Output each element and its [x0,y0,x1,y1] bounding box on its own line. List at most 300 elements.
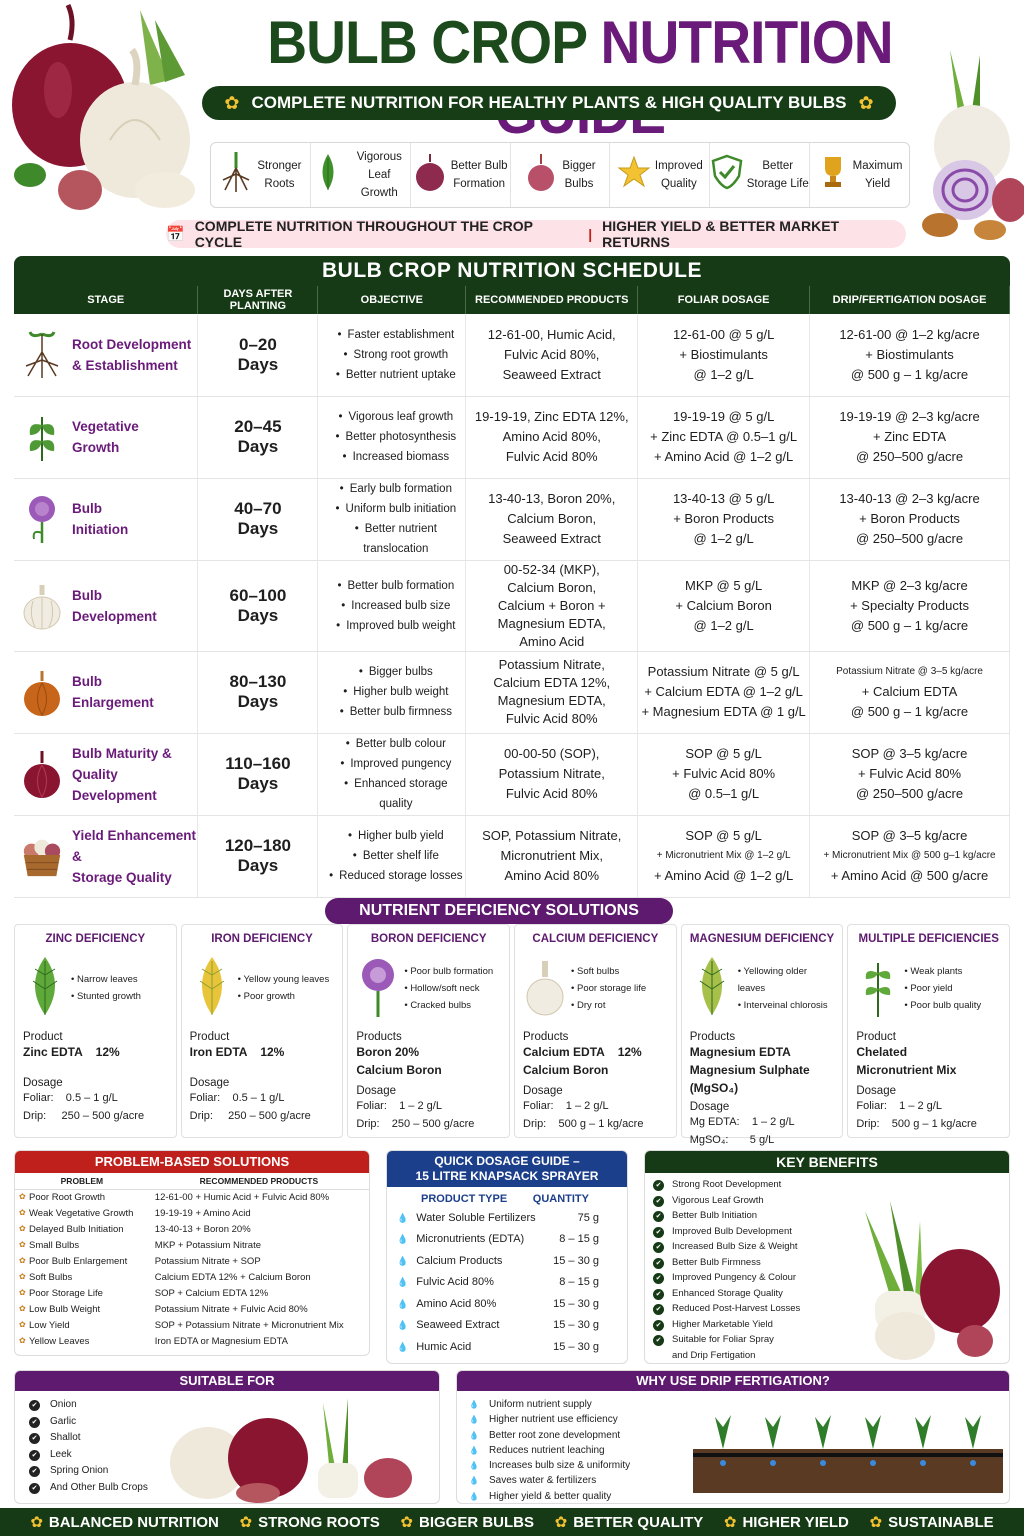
flower-icon: ✿ [224,92,240,113]
deficiency-heading: ZINC DEFICIENCY [45,933,146,945]
product-type-header: PRODUCT TYPE [421,1193,508,1205]
problem-row [15,1317,369,1333]
objective-cell [318,560,466,651]
symptom-item: • Dry rot [571,997,646,1014]
objective-item: • Better photosynthesis [326,427,465,447]
objective-item: • Increased bulb size [326,596,465,616]
problem-products: Calcium EDTA 12% + Calcium Boron [154,1271,311,1283]
quick-product: 💧 Water Soluble Fertilizers [397,1212,536,1224]
onion-icon [413,152,447,198]
footer-text: BIGGER BULBS [419,1514,535,1531]
products-line: Magnesium EDTA, [497,615,606,631]
days-line: 80–130 [229,672,287,691]
problem-row [15,1221,369,1237]
suitable-item: ✔ Spring Onion [29,1463,439,1480]
drip-item: 💧 Better root zone development [469,1428,1009,1443]
roots-icon [219,150,253,200]
deficiency-heading: IRON DEFICIENCY [211,933,313,945]
drip-cell [810,478,1010,560]
nutrition-schedule-table [14,286,1010,898]
objective-item: • Better nutrient translocation [326,519,465,559]
days-cell [198,478,318,560]
drip-line: @ 250–500 g/acre [855,786,964,801]
foliar-line: @ 1–2 g/L [693,617,754,633]
schedule-header-4: FOLIAR DOSAGE [638,286,810,314]
quick-columns [387,1187,627,1207]
benefit-line1: Bigger [562,160,596,172]
objective-item: • Uniform bulb initiation [326,499,465,519]
product-label: Products [689,1031,736,1043]
benefit-line1: Better [762,160,794,172]
stage-name [72,585,157,627]
quick-quantity: 15 – 30 g [553,1254,599,1267]
symptom-item: • Poor growth [238,988,330,1005]
problem-name: ✿ Poor Bulb Enlargement [15,1253,149,1269]
quick-product: 💧 Amino Acid 80% [397,1298,496,1310]
stage [14,825,197,888]
schedule-row [14,314,1010,396]
dosage-value: Drip: 500 g – 1 kg/acre [523,1118,644,1130]
benefit-label [853,157,903,193]
product-label: Products [356,1031,402,1043]
objective-item: • Bigger bulbs [326,662,465,682]
dosage-label: Dosage [356,1085,396,1097]
symptoms [856,951,1001,1025]
benefit-label [257,157,301,193]
quick-product: 💧 Calcium Products [397,1255,502,1267]
days-cell [198,396,318,478]
product-value: Magnesium EDTA [689,1045,791,1059]
schedule-row [14,396,1010,478]
crops-illustration [163,1393,433,1503]
days-cell [198,560,318,651]
root-seedling-icon [20,330,64,380]
foliar-line: SOP @ 5 g/L [685,746,762,761]
stage-line: Development [72,608,157,624]
foliar-cell [638,396,810,478]
stage [14,743,197,806]
symptom-item: • Yellow young leaves [238,971,330,988]
product-value: Calcium Boron [356,1063,442,1077]
schedule-header-2: OBJECTIVE [318,286,466,314]
objective-item: • Better bulb colour [326,734,465,754]
problem-row [15,1189,369,1205]
key-benefit-item: ✔ Reduced Post-Harvest Losses [653,1301,1009,1317]
products-line: Calcium + Boron + [497,597,606,613]
dosage-value: Foliar: 1 – 2 g/L [856,1100,942,1112]
footer-bar [0,1508,1024,1536]
symptom-item: • Interveinal chlorosis [738,997,835,1014]
days-line: 60–100 [229,585,287,605]
objective-item: • Vigorous leaf growth [326,407,465,427]
foliar-line: + Calcium EDTA @ 1–2 g/L [644,684,803,699]
stage-name [72,498,128,540]
key-benefit-item: ✔ Suitable for Foliar Spray [653,1332,1009,1348]
quick-product: 💧 Fulvic Acid 80% [397,1276,494,1288]
flower-icon: ✿ [858,92,874,113]
drip-item: 💧 Reduces nutrient leaching [469,1443,1009,1458]
symptom-item: • Cracked bulbs [404,997,493,1014]
symptoms [523,951,668,1025]
objective-item: • Enhanced storage quality [326,774,465,814]
dosage-value: Foliar: 0.5 – 1 g/L [23,1092,118,1104]
market-returns-text: HIGHER YIELD & BETTER MARKET RETURNS [602,218,840,250]
flower-icon: ✿ [723,1514,737,1531]
problem-name: ✿ Weak Vegetative Growth [15,1205,149,1221]
quick-quantity: 15 – 30 g [553,1319,599,1332]
products-line: Calcium Boron, [507,579,597,595]
problem-row [15,1205,369,1221]
days-line: 40–70 [234,499,282,518]
product-value: (MgSO₄) [689,1081,739,1095]
stage [14,581,197,631]
stage-line: Root Development [72,336,192,352]
suitable-title: SUITABLE FOR [15,1371,439,1391]
deficiency-heading: CALCIUM DEFICIENCY [532,933,659,945]
product-label: Product [856,1031,896,1043]
quick-quantity: 15 – 30 g [553,1340,599,1353]
subtitle-text: COMPLETE NUTRITION FOR HEALTHY PLANTS & HIGH QUALITY BULBS [251,93,847,112]
days-line: Days [237,437,279,456]
products-header: RECOMMENDED PRODUCTS [149,1173,369,1189]
key-benefit-item: ✔ Improved Pungency & Colour [653,1270,1009,1286]
days-line: 110–160 [225,754,291,773]
products-line: Seaweed Extract [502,366,601,382]
drip-line: + Specialty Products [850,597,969,613]
symptom-item: • Poor bulb quality [904,997,981,1014]
days-line: 20–45 [234,417,282,436]
objective-cell [318,396,466,478]
foliar-line: + Calcium Boron [675,597,772,613]
drip-line: @ 250–500 g/acre [855,531,964,546]
quick-product: 💧 Seaweed Extract [397,1319,499,1331]
flower-icon: ✿ [400,1514,413,1531]
foliar-line: 13-40-13 @ 5 g/L [672,491,775,506]
problem-row [15,1333,369,1349]
problem-products: Potassium Nitrate + SOP [154,1255,261,1267]
products-line: Fulvic Acid 80% [505,786,598,801]
drip-line: Potassium Nitrate @ 3–5 kg/acre [836,666,983,677]
calcium-garlic-icon [523,955,567,1022]
objective-item: • Strong root growth [326,345,465,365]
stage-cell [14,396,198,478]
problem-products: Potassium Nitrate + Fulvic Acid 80% [154,1303,308,1315]
problem-products: Iron EDTA or Magnesium EDTA [154,1335,289,1347]
product-value: Zinc EDTA 12% [23,1045,120,1059]
objective-item: • Increased biomass [326,447,465,467]
quick-row [387,1272,627,1294]
products-line: Fulvic Acid 80% [505,449,598,464]
days-cell [198,314,318,396]
benefit-line2: Quality [660,178,697,190]
symptom-item: • Poor yield [904,980,981,997]
drip-line: 13-40-13 @ 2–3 kg/acre [839,491,980,506]
symptom-item: • Poor storage life [571,980,646,997]
quick-row [387,1293,627,1315]
objective-cell [318,733,466,815]
magnesium-leaf-icon [690,955,734,1022]
drip-line: SOP @ 3–5 kg/acre [851,746,968,761]
stage-line: Bulb [72,674,102,689]
benefit-line1: Maximum [852,160,903,172]
foliar-line: @ 0.5–1 g/L [688,786,760,801]
stage-name [72,334,191,376]
foliar-line: + Boron Products [673,511,775,526]
drip-line: + Biostimulants [865,346,954,362]
shallot-icon [524,152,558,198]
foliar-line: 12-61-00 @ 5 g/L [672,326,775,342]
problem-solutions-panel [14,1150,370,1356]
stage-name [72,743,197,806]
benefit-line2: Bulbs [564,178,594,190]
stage-line: Growth [72,440,120,455]
symptoms [23,951,168,1025]
quick-product: 💧 Micronutrients (EDTA) [397,1233,524,1245]
days-cell [198,651,318,733]
symptom-list [71,971,141,1005]
schedule-header-1: DAYS AFTER PLANTING [198,286,318,314]
symptom-item: • Hollow/soft neck [404,980,493,997]
problem-title: PROBLEM-BASED SOLUTIONS [15,1151,369,1173]
deficiency-card [847,924,1010,1138]
products-cell [466,314,638,396]
suitable-item: ✔ Onion [29,1397,439,1414]
product-value: Iron EDTA 12% [189,1045,285,1059]
foliar-line: + Micronutrient Mix @ 1–2 g/L [656,850,791,861]
stage [14,494,197,544]
days-line: Days [237,856,279,875]
deficiency-heading: BORON DEFICIENCY [370,933,487,945]
dosage-value: Drip: 250 – 500 g/acre [356,1118,475,1130]
symptoms [190,951,335,1025]
products-line: Seaweed Extract [502,531,601,546]
dosage-value: MgSO₄: 5 g/L [689,1134,775,1146]
benefit-item [311,143,411,207]
products-line: 00-52-34 (MKP), [503,561,600,577]
drip-line: @ 500 g – 1 kg/acre [850,366,969,382]
problem-name: ✿ Delayed Bulb Initiation [15,1221,149,1237]
problem-name: ✿ Small Bulbs [15,1237,149,1253]
symptom-item: • Weak plants [904,963,981,980]
boron-flower-icon [356,955,400,1022]
calendar-icon: 📅 [166,226,185,243]
title-part1: BULB CROP [267,9,587,76]
problem-table [15,1173,369,1349]
stage-line: Bulb Maturity & [72,745,172,761]
deficiency-card [181,924,344,1138]
dosage-value: Drip: 500 g – 1 kg/acre [856,1118,977,1130]
key-benefits-panel [644,1150,1010,1364]
footer-text: BALANCED NUTRITION [48,1514,219,1531]
vegetables-illustration [835,1191,1005,1361]
quick-quantity: 75 g [577,1211,599,1224]
problem-products: SOP + Calcium EDTA 12% [154,1287,269,1299]
products-line: 19-19-19, Zinc EDTA 12%, [474,409,629,424]
symptom-list [904,963,981,1014]
quick-row [387,1207,627,1229]
objective-item: • Faster establishment [326,325,465,345]
deficiency-card [14,924,177,1138]
symptom-list [238,971,330,1005]
dosage-value: Foliar: 0.5 – 1 g/L [189,1092,285,1104]
benefit-item [211,143,311,207]
foliar-line: + Zinc EDTA @ 0.5–1 g/L [650,429,798,444]
iron-yellow-leaf-icon [190,955,234,1022]
stage-name [72,671,154,713]
quantity-header: QUANTITY [532,1193,589,1205]
products-line: 00-00-50 (SOP), [504,746,600,761]
foliar-line: 19-19-19 @ 5 g/L [672,409,775,424]
dosage-value: Drip: 250 – 500 g/acre [23,1110,145,1122]
quick-title [387,1151,627,1187]
brown-onion-icon [20,667,64,717]
stage-line: Storage Quality [72,869,172,885]
objective-item: • Better nutrient uptake [326,365,465,385]
days-line: Days [237,519,279,538]
stage-line: Enlargement [72,695,154,710]
key-benefit-item: ✔ Strong Root Development [653,1177,1009,1193]
foliar-line: + Fulvic Acid 80% [672,766,776,781]
days-line: 0–20 [239,334,277,354]
stage-line: Bulb [72,501,102,516]
drip-line: @ 500 g – 1 kg/acre [850,704,969,719]
product-value: Boron 20% [356,1045,420,1059]
crop-cycle-banner [166,220,906,248]
quick-row [387,1229,627,1251]
separator: | [588,226,593,242]
product-value: Magnesium Sulphate [689,1063,810,1077]
foliar-line: SOP @ 5 g/L [685,828,762,843]
onion-garlic-illustration-left [0,0,200,220]
days-line: Days [237,605,279,625]
key-benefit-item: ✔ Increased Bulb Size & Weight [653,1239,1009,1255]
schedule-title: BULB CROP NUTRITION SCHEDULE [14,256,1010,286]
product-value: Calcium EDTA 12% [523,1045,642,1059]
problem-products: 13-40-13 + Boron 20% [154,1223,251,1235]
objective-item: • Improved pungency [326,754,465,774]
objective-item: • Better shelf life [326,846,465,866]
key-benefit-item: ✔ Better Bulb Firmness [653,1255,1009,1271]
dosage-value: Foliar: 1 – 2 g/L [523,1100,609,1112]
key-benefit-item: ✔ Improved Bulb Development [653,1224,1009,1240]
drip-cell [810,733,1010,815]
stage [14,330,197,380]
products-line: Fulvic Acid 80%, [504,346,600,362]
quick-title-line1: QUICK DOSAGE GUIDE – [434,1154,580,1168]
benefit-item [511,143,611,207]
objective-cell [318,815,466,897]
benefit-item [610,143,710,207]
trophy-icon [817,154,849,196]
schedule-header-0: STAGE [14,286,198,314]
benefits-strip [210,142,910,208]
stage-line: & Establishment [72,357,178,373]
benefit-line2: Yield [865,178,891,190]
stage-cell [14,560,198,651]
stage-line: Quality Development [72,766,157,803]
objective-cell [318,314,466,396]
problem-row [15,1237,369,1253]
foliar-cell [638,815,810,897]
stage-cell [14,478,198,560]
quick-product: 💧 Humic Acid [397,1341,471,1353]
foliar-line: Potassium Nitrate @ 5 g/L [647,664,800,679]
benefit-label [655,157,703,193]
zinc-leaf-icon [23,955,67,1022]
products-line: SOP, Potassium Nitrate, [482,828,622,843]
benefit-line1: Better Bulb [450,160,508,172]
foliar-line: @ 1–2 g/L [693,366,754,382]
problem-row [15,1285,369,1301]
stage-line: Vegetative [72,419,139,434]
symptom-list [571,963,646,1014]
schedule-row [14,478,1010,560]
crop-cycle-text: COMPLETE NUTRITION THROUGHOUT THE CROP CYCLE [194,218,533,250]
drip-line: + Micronutrient Mix @ 500 g–1 kg/acre [823,850,996,861]
key-benefit-item: ✔ Enhanced Storage Quality [653,1286,1009,1302]
suitable-item: ✔ Garlic [29,1414,439,1431]
stage-cell [14,733,198,815]
benefit-item [810,143,909,207]
problem-name: ✿ Yellow Leaves [15,1333,149,1349]
benefit-line2: Storage Life [746,178,809,190]
foliar-cell [638,651,810,733]
foliar-cell [638,733,810,815]
symptom-item: • Soft bulbs [571,963,646,980]
key-benefit-item: ✔ Better Bulb Initiation [653,1208,1009,1224]
suitable-for-panel [14,1370,440,1504]
products-cell [466,396,638,478]
drip-line: @ 250–500 g/acre [855,449,964,464]
dosage-label: Dosage [23,1077,63,1089]
objective-item: • Better bulb firmness [326,702,465,722]
drip-line: + Zinc EDTA [872,429,947,444]
product-label: Products [523,1031,569,1043]
stage-name [72,825,197,888]
dosage-label: Dosage [523,1085,563,1097]
symptoms [356,951,501,1025]
quick-row [387,1315,627,1337]
product-value: Chelated [856,1045,908,1059]
products-line: Calcium EDTA 12%, [493,675,611,690]
problem-products: 19-19-19 + Amino Acid [154,1207,251,1219]
products-cell [466,651,638,733]
star-icon [617,155,651,195]
product-value: Calcium Boron [523,1063,609,1077]
symptom-item: • Narrow leaves [71,971,141,988]
problem-row [15,1269,369,1285]
drip-line: SOP @ 3–5 kg/acre [851,828,968,843]
deficiency-title: NUTRIENT DEFICIENCY SOLUTIONS [325,898,673,924]
objective-item: • Better bulb formation [326,576,465,596]
drip-line: @ 500 g – 1 kg/acre [850,617,969,633]
dosage-value: Foliar: 1 – 2 g/L [356,1100,442,1112]
benefit-label [349,148,410,202]
symptom-list [738,963,835,1014]
quick-quantity: 8 – 15 g [559,1276,599,1289]
products-line: Fulvic Acid 80% [505,711,598,726]
days-cell [198,815,318,897]
footer-item [30,1513,219,1531]
problem-header: PROBLEM [15,1173,149,1189]
flower-icon: ✿ [239,1514,253,1531]
products-line: 12-61-00, Humic Acid, [487,326,616,342]
days-cell [198,733,318,815]
quick-title-line2: 15 LITRE KNAPSACK SPRAYER [415,1169,599,1183]
shield-icon [711,154,743,196]
days-line: Days [237,354,279,374]
products-cell [466,560,638,651]
